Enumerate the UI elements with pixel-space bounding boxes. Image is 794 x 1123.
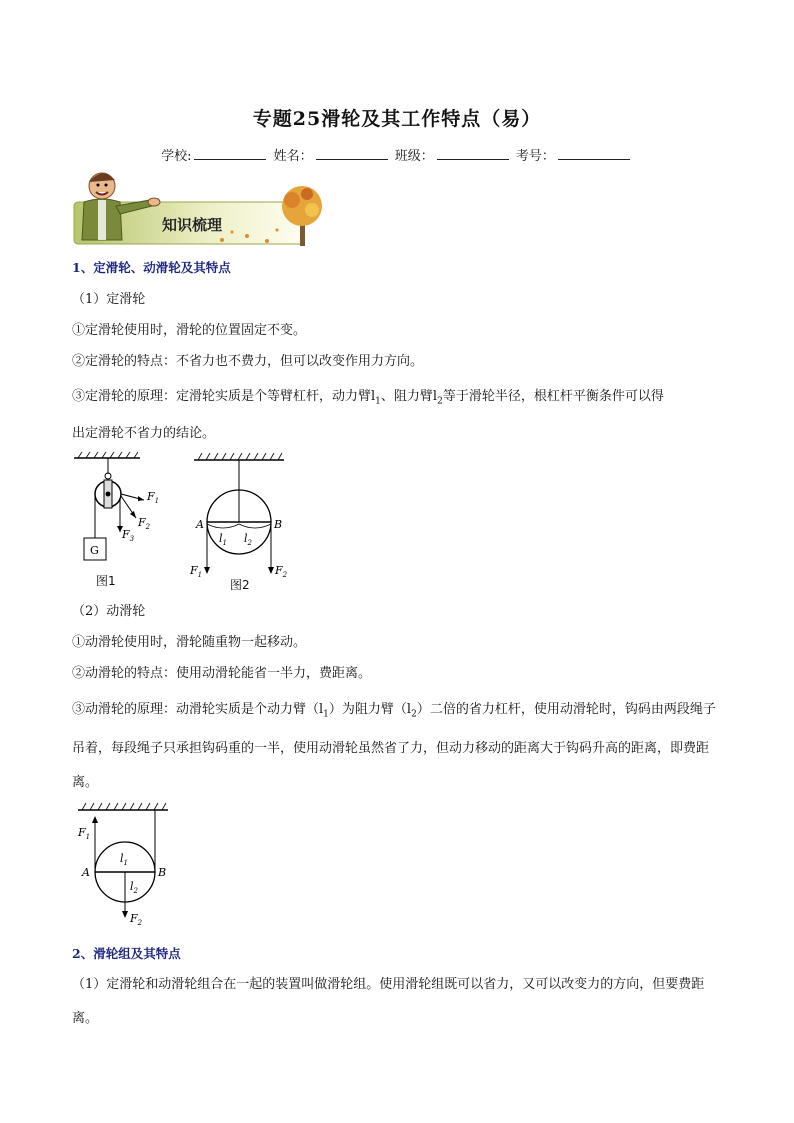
name-label: 姓名：	[273, 149, 313, 164]
svg-text:F2: $F_2$	[138, 516, 151, 531]
movable-pulley-title: （2）动滑轮	[72, 604, 146, 619]
svg-text:A: A	[196, 518, 204, 531]
fixed-point-2: ②定滑轮的特点：不省力也不费力，但可以改变作用力方向。	[72, 354, 424, 369]
movable-point-2: ②动滑轮的特点：使用动滑轮能省一半力，费距离。	[72, 666, 372, 681]
section2-heading: 2、滑轮组及其特点	[72, 946, 181, 961]
knowledge-banner	[72, 170, 334, 250]
name-blank	[316, 148, 388, 160]
svg-text:F2: $F_2$	[130, 912, 143, 927]
svg-text:F3: $F_3$	[122, 528, 135, 543]
svg-text:F1: $F_1$	[147, 490, 160, 505]
svg-text:l1: $l_1$	[219, 532, 227, 547]
svg-text:B: B	[274, 518, 283, 531]
number-blank	[558, 148, 630, 160]
figure-3-movable-pulley	[74, 798, 174, 928]
svg-text:A: A	[82, 866, 90, 879]
svg-text:B: B	[158, 866, 167, 879]
banner-label: 知识梳理	[162, 216, 223, 234]
figure-1-fixed-pulley	[72, 450, 172, 570]
fixed-pulley-title: （1）定滑轮	[72, 292, 146, 307]
figure-2-fixed-pulley-lever	[186, 448, 296, 580]
school-label: 学校:	[161, 149, 192, 164]
movable-point-1: ①动滑轮使用时，滑轮随重物一起移动。	[72, 635, 307, 650]
svg-text:l2: $l_2$	[130, 880, 138, 895]
svg-text:l1: $l_1$	[120, 852, 128, 867]
number-label: 考号：	[515, 149, 555, 164]
svg-text:F1: $F_1$	[190, 564, 203, 579]
school-blank	[194, 148, 266, 160]
movable-point-3: ③动滑轮的原理：动滑轮实质是个动力臂$(l_1)$为阻力臂$(l_2)$二倍的省力杠杆，使用动滑轮时，钩码由两段绳子吊着，每段绳子只承担钩码重的一半，使用动滑轮虽然省了力，但动力移动的距离大于钩码升高的距离，即费距离。	[72, 702, 716, 790]
pulley-block-paragraph: （1）定滑轮和动滑轮组合在一起的装置叫做滑轮组。使用滑轮组既可以省力，又可以改变力的方向，但要费距离。	[72, 977, 705, 1026]
class-blank	[437, 148, 509, 160]
class-label: 班级：	[394, 149, 434, 164]
svg-text:l2: $l_2$	[244, 532, 252, 547]
fixed-point-3: ③定滑轮的原理：定滑轮实质是个等臂杠杆，动力臂$l_1$、阻力臂$l_2$等于滑轮半径，根杠杆平衡条件可以得	[72, 389, 664, 407]
svg-text:F2: $F_2$	[275, 564, 288, 579]
student-info-line	[0, 145, 794, 164]
page-title: 专题25滑轮及其工作特点（易）	[252, 108, 542, 130]
weight-label: G	[90, 544, 99, 557]
svg-text:F1: $F_1$	[78, 826, 91, 841]
figure-1-caption: 图1	[96, 574, 116, 588]
fixed-point-3-cont: 出定滑轮不省力的结论。	[72, 426, 216, 441]
section1-heading: 1、定滑轮、动滑轮及其特点	[72, 260, 231, 275]
fixed-point-1: ①定滑轮使用时，滑轮的位置固定不变。	[72, 323, 307, 338]
figure-2-caption: 图2	[230, 578, 250, 592]
